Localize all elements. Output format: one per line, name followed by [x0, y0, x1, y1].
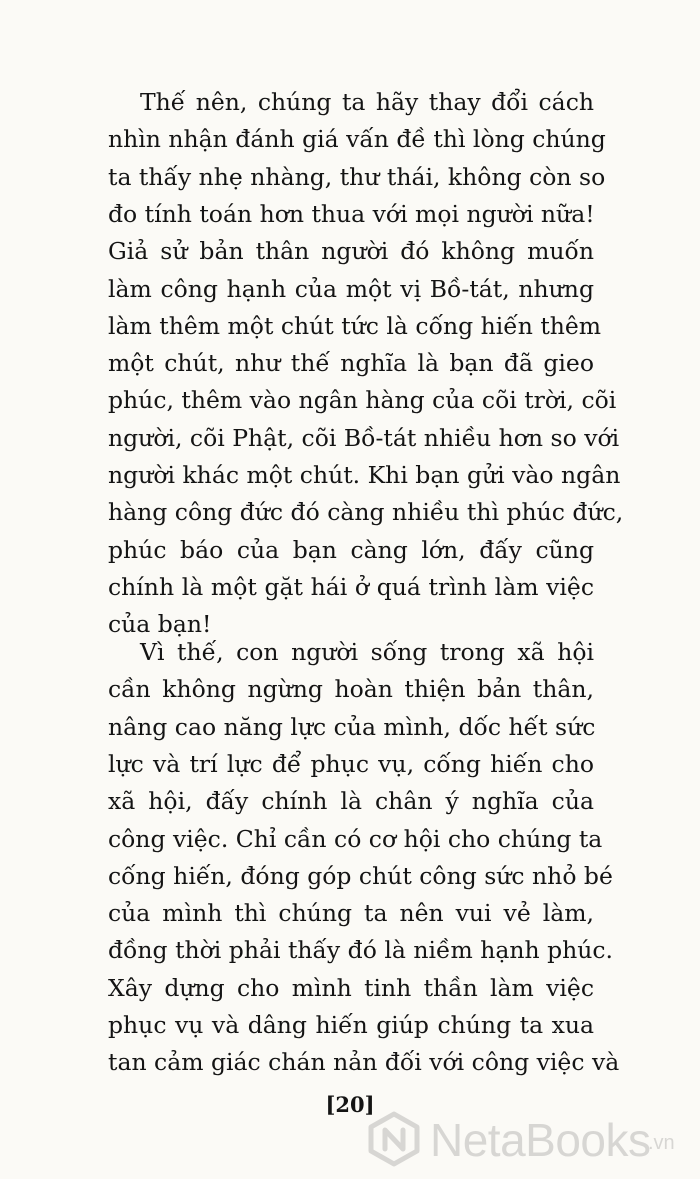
text-line: cống hiến, đóng góp chút công sức nhỏ bé: [108, 862, 613, 890]
text-line: xã hội, đấy chính là chân ý nghĩa của: [108, 787, 594, 815]
text-line: phúc, thêm vào ngân hàng của cõi trời, cõi: [108, 386, 617, 414]
text-line: đo tính toán hơn thua với mọi người nữa!: [108, 200, 595, 228]
text-line: đồng thời phải thấy đó là niềm hạnh phúc.: [108, 936, 614, 964]
text-line: người khác một chút. Khi bạn gửi vào ngân: [108, 461, 621, 489]
text-line: lực và trí lực để phục vụ, cống hiến cho: [108, 750, 594, 778]
text-line: chính là một gặt hái ở quá trình làm việc: [108, 573, 594, 601]
text-line: của bạn!: [108, 610, 212, 638]
text-line: Xây dựng cho mình tinh thần làm việc: [108, 974, 594, 1002]
text-line: nâng cao năng lực của mình, dốc hết sức: [108, 713, 596, 741]
text-line: phục vụ và dâng hiến giúp chúng ta xua: [108, 1011, 594, 1039]
text-line: Giả sử bản thân người đó không muốn: [108, 237, 594, 265]
text-line: cần không ngừng hoàn thiện bản thân,: [108, 675, 594, 703]
text-line: tan cảm giác chán nản đối với công việc và: [108, 1048, 620, 1076]
text-line: Vì thế, con người sống trong xã hội: [140, 638, 594, 666]
watermark: [362, 1103, 692, 1173]
watermark-suffix: .vn: [648, 1132, 675, 1154]
text-line: một chút, như thế nghĩa là bạn đã gieo: [108, 349, 594, 377]
text-line: làm thêm một chút tức là cống hiến thêm: [108, 312, 602, 340]
text-line: của mình thì chúng ta nên vui vẻ làm,: [108, 899, 594, 927]
text-line: người, cõi Phật, cõi Bồ-tát nhiều hơn so với: [108, 424, 620, 452]
watermark-brand: NetaBooks: [430, 1114, 651, 1166]
netabooks-logo-icon: [366, 1111, 422, 1167]
page-number: [20]: [325, 1092, 375, 1117]
text-line: phúc báo của bạn càng lớn, đấy cũng: [108, 536, 594, 564]
text-line: hàng công đức đó càng nhiều thì phúc đức,: [108, 498, 624, 526]
text-line: công việc. Chỉ cần có cơ hội cho chúng ta: [108, 825, 603, 853]
text-line: nhìn nhận đánh giá vấn đề thì lòng chúng: [108, 125, 606, 153]
text-line: Thế nên, chúng ta hãy thay đổi cách: [140, 88, 594, 116]
text-line: làm công hạnh của một vị Bồ-tát, nhưng: [108, 275, 594, 303]
text-line: ta thấy nhẹ nhàng, thư thái, không còn so: [108, 163, 606, 191]
